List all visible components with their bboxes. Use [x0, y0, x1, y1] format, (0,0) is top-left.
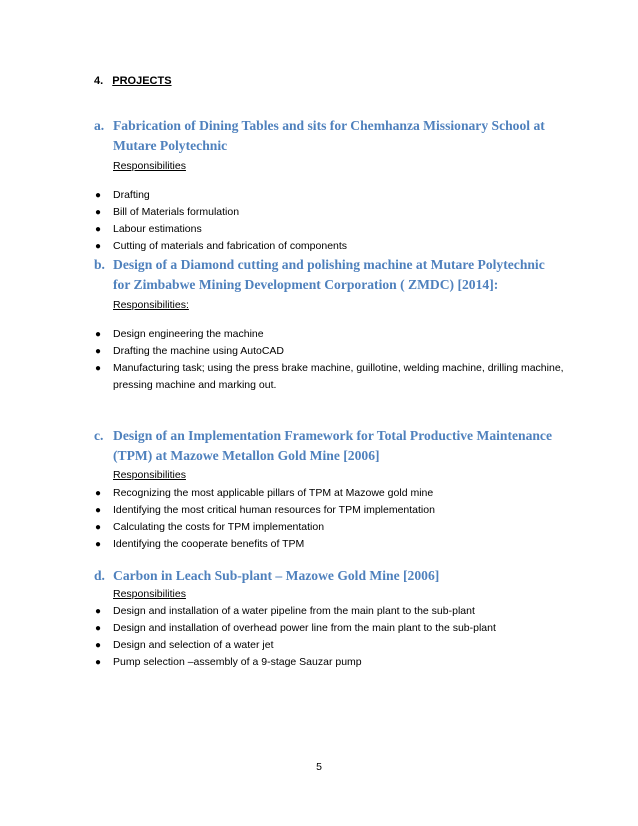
bullet-icon: ● — [95, 346, 102, 357]
list-item: ● Drafting the machine using AutoCAD — [94, 343, 564, 360]
project-title — [94, 255, 564, 295]
list-item: ● Recognizing the most applicable pillars of TPM at Mazowe gold mine — [94, 485, 564, 502]
bullet-icon: ● — [95, 241, 102, 252]
list-item: ● Bill of Materials formulation — [94, 204, 564, 221]
list-item: ● Identifying the most critical human resources for TPM implementation — [94, 502, 564, 519]
responsibilities-label: Responsibilities — [113, 469, 186, 481]
list-item: ● Design and installation of a water pipeline from the main plant to the sub-plant — [94, 603, 564, 620]
bullet-icon: ● — [95, 522, 102, 533]
list-item: ● Cutting of materials and fabrication of components — [94, 238, 564, 255]
bullet-icon: ● — [95, 623, 102, 634]
project-b — [94, 255, 564, 394]
project-title-text: Design of an Implementation Framework for Total Productive Maintenance (TPM) at Mazowe Metallon Gold Mine [2006] — [113, 428, 552, 463]
responsibilities-list — [94, 603, 564, 671]
bullet-icon: ● — [95, 488, 102, 499]
bullet-icon: ● — [95, 329, 102, 340]
bullet-icon: ● — [95, 505, 102, 516]
project-title-text: Carbon in Leach Sub-plant – Mazowe Gold Mine [2006] — [113, 568, 440, 583]
list-item: ● Design and selection of a water jet — [94, 637, 564, 654]
list-item: ● Pump selection –assembly of a 9-stage Sauzar pump — [94, 654, 564, 671]
responsibilities-label: Responsibilities — [113, 160, 186, 172]
project-letter: c. — [94, 428, 104, 443]
project-c — [94, 426, 564, 553]
bullet-icon: ● — [95, 539, 102, 550]
bullet-icon: ● — [95, 657, 102, 668]
list-item: ● Calculating the costs for TPM implementation — [94, 519, 564, 536]
project-a — [94, 116, 564, 255]
project-letter: a. — [94, 118, 105, 133]
project-d — [94, 566, 564, 671]
project-letter: d. — [94, 568, 105, 583]
list-item: ● Drafting — [94, 187, 564, 204]
list-item: ● Identifying the cooperate benefits of TPM — [94, 536, 564, 553]
bullet-icon: ● — [95, 190, 102, 201]
list-item: ● Design engineering the machine — [94, 326, 564, 343]
bullet-icon: ● — [95, 606, 102, 617]
project-title — [94, 116, 564, 156]
project-title-text: Design of a Diamond cutting and polishing machine at Mutare Polytechnic for Zimbabwe Mining Development Corporation ( ZMDC) [2014]: — [113, 257, 545, 292]
bullet-icon: ● — [95, 207, 102, 218]
project-title — [94, 426, 564, 466]
responsibilities-list — [94, 485, 564, 553]
project-letter: b. — [94, 257, 105, 272]
bullet-icon: ● — [95, 363, 102, 374]
section-title: PROJECTS — [112, 75, 172, 87]
list-item: ● Labour estimations — [94, 221, 564, 238]
project-title — [94, 566, 564, 586]
list-item: ● Manufacturing task; using the press brake machine, guillotine, welding machine, drilling machine, pressing machine and marking out. — [95, 362, 564, 391]
project-title-text: Fabrication of Dining Tables and sits for Chemhanza Missionary School at Mutare Polytechnic — [113, 118, 545, 153]
list-item: ● Design and installation of overhead power line from the main plant to the sub-plant — [94, 620, 564, 637]
responsibilities-list — [94, 326, 564, 394]
responsibilities-list — [94, 187, 564, 255]
section-heading — [94, 75, 172, 87]
page-number: 5 — [316, 761, 322, 773]
responsibilities-label: Responsibilities: — [113, 299, 189, 311]
responsibilities-label: Responsibilities — [113, 588, 186, 600]
bullet-icon: ● — [95, 224, 102, 235]
section-number: 4. — [94, 75, 104, 87]
bullet-icon: ● — [95, 640, 102, 651]
